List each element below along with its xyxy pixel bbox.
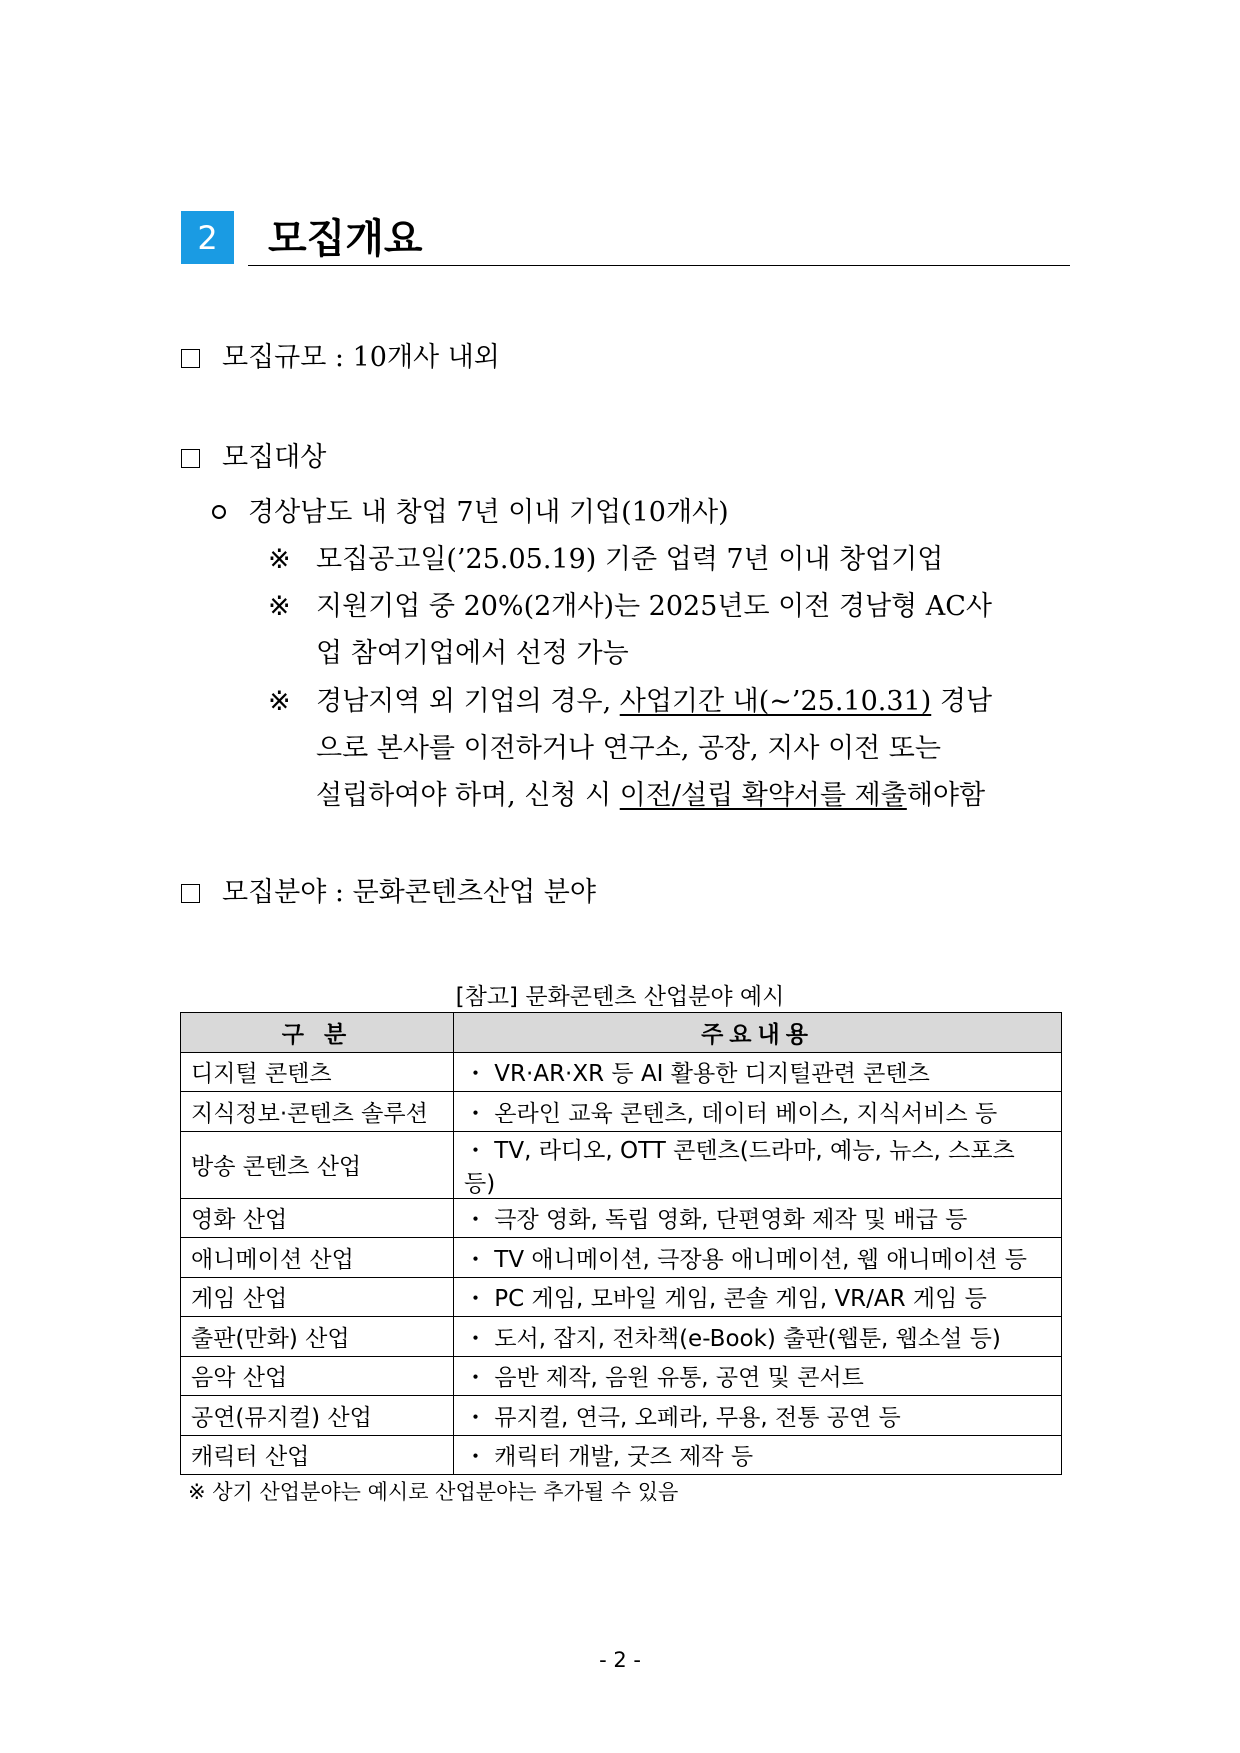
recruit-field-text: 모집분야 : 문화콘텐츠산업 분야 bbox=[222, 877, 596, 908]
circle-bullet-icon bbox=[212, 505, 226, 519]
note-3-part-c: 설립하여야 하며, 신청 시 bbox=[316, 780, 620, 811]
row-content: ・ VR·AR·XR 등 AI 활용한 디지털관련 콘텐츠 bbox=[454, 1052, 1062, 1092]
checkbox-square-icon bbox=[181, 349, 200, 368]
table-row bbox=[181, 1435, 1062, 1475]
note-3-line-3 bbox=[316, 773, 985, 812]
note-2 bbox=[268, 584, 992, 623]
row-category: 영화 산업 bbox=[181, 1198, 454, 1238]
note-3 bbox=[268, 679, 992, 718]
note-mark: ※ bbox=[268, 686, 291, 717]
row-content: ・ TV, 라디오, OTT 콘텐츠(드라마, 예능, 뉴스, 스포츠 등) bbox=[454, 1131, 1062, 1198]
table-row bbox=[181, 1396, 1062, 1436]
note-2-line-2: 업 참여기업에서 선정 가능 bbox=[316, 638, 629, 669]
item-recruit-field bbox=[181, 870, 596, 909]
table-row bbox=[181, 1356, 1062, 1396]
table-header-row bbox=[181, 1013, 1062, 1053]
row-category: 방송 콘텐츠 산업 bbox=[181, 1131, 454, 1198]
row-content: ・ PC 게임, 모바일 게임, 콘솔 게임, VR/AR 게임 등 bbox=[454, 1277, 1062, 1317]
row-category: 디지털 콘텐츠 bbox=[181, 1052, 454, 1092]
target-sub-item bbox=[212, 490, 729, 529]
table-row bbox=[181, 1317, 1062, 1357]
row-category: 게임 산업 bbox=[181, 1277, 454, 1317]
row-category: 공연(뮤지컬) 산업 bbox=[181, 1396, 454, 1436]
note-3-underlined-pledge: 이전/설립 확약서를 제출 bbox=[619, 780, 907, 811]
table-caption: [참고] 문화콘텐츠 산업분야 예시 bbox=[455, 984, 785, 1010]
row-content: ・ 캐릭터 개발, 굿즈 제작 등 bbox=[454, 1435, 1062, 1475]
recruit-target-text: 모집대상 bbox=[222, 442, 327, 473]
item-recruit-scale bbox=[181, 335, 500, 374]
header-category: 구 분 bbox=[181, 1013, 454, 1053]
row-content: ・ 도서, 잡지, 전차책(e-Book) 출판(웹툰, 웹소설 등) bbox=[454, 1317, 1062, 1357]
row-content: ・ 극장 영화, 독립 영화, 단편영화 제작 및 배급 등 bbox=[454, 1198, 1062, 1238]
row-content: ・ TV 애니메이션, 극장용 애니메이션, 웹 애니메이션 등 bbox=[454, 1238, 1062, 1278]
note-3-part-d: 해야함 bbox=[906, 780, 986, 811]
checkbox-square-icon bbox=[181, 449, 200, 468]
row-content: ・ 뮤지컬, 연극, 오페라, 무용, 전통 공연 등 bbox=[454, 1396, 1062, 1436]
section-title-underline bbox=[248, 265, 1070, 266]
note-2-line-1: 지원기업 중 20%(2개사)는 2025년도 이전 경남형 AC사 bbox=[316, 591, 992, 622]
table-row bbox=[181, 1131, 1062, 1198]
row-category: 출판(만화) 산업 bbox=[181, 1317, 454, 1357]
row-content: ・ 음반 제작, 음원 유통, 공연 및 콘서트 bbox=[454, 1356, 1062, 1396]
row-category: 음악 산업 bbox=[181, 1356, 454, 1396]
table-row bbox=[181, 1238, 1062, 1278]
table-row bbox=[181, 1092, 1062, 1132]
note-1 bbox=[268, 537, 943, 576]
row-category: 지식정보·콘텐츠 솔루션 bbox=[181, 1092, 454, 1132]
table-row bbox=[181, 1052, 1062, 1092]
note-3-line-2: 으로 본사를 이전하거나 연구소, 공장, 지사 이전 또는 bbox=[316, 733, 941, 764]
table-footnote: ※ 상기 산업분야는 예시로 산업분야는 추가될 수 있음 bbox=[188, 1480, 679, 1504]
section-title: 모집개요 bbox=[268, 216, 423, 262]
checkbox-square-icon bbox=[181, 884, 200, 903]
recruit-scale-text: 모집규모 : 10개사 내외 bbox=[222, 342, 500, 373]
item-recruit-target bbox=[181, 435, 326, 474]
target-sub-text: 경상남도 내 창업 7년 이내 기업(10개사) bbox=[248, 497, 729, 528]
row-category: 캐릭터 산업 bbox=[181, 1435, 454, 1475]
note-1-text: 모집공고일(’25.05.19) 기준 업력 7년 이내 창업기업 bbox=[316, 544, 944, 575]
note-mark: ※ bbox=[268, 544, 291, 575]
header-content: 주요내용 bbox=[454, 1013, 1062, 1053]
note-3-part-b: 경남 bbox=[931, 686, 992, 717]
industry-examples-table bbox=[180, 1012, 1062, 1475]
note-mark: ※ bbox=[268, 591, 291, 622]
note-3-part-a: 경남지역 외 기업의 경우, bbox=[316, 686, 620, 717]
section-number-badge: 2 bbox=[181, 211, 234, 264]
row-content: ・ 온라인 교육 콘텐츠, 데이터 베이스, 지식서비스 등 bbox=[454, 1092, 1062, 1132]
row-category: 애니메이션 산업 bbox=[181, 1238, 454, 1278]
table-row bbox=[181, 1277, 1062, 1317]
note-3-underlined-period: 사업기간 내(~’25.10.31) bbox=[619, 686, 932, 717]
page-number: - 2 - bbox=[599, 1648, 641, 1672]
table-row bbox=[181, 1198, 1062, 1238]
